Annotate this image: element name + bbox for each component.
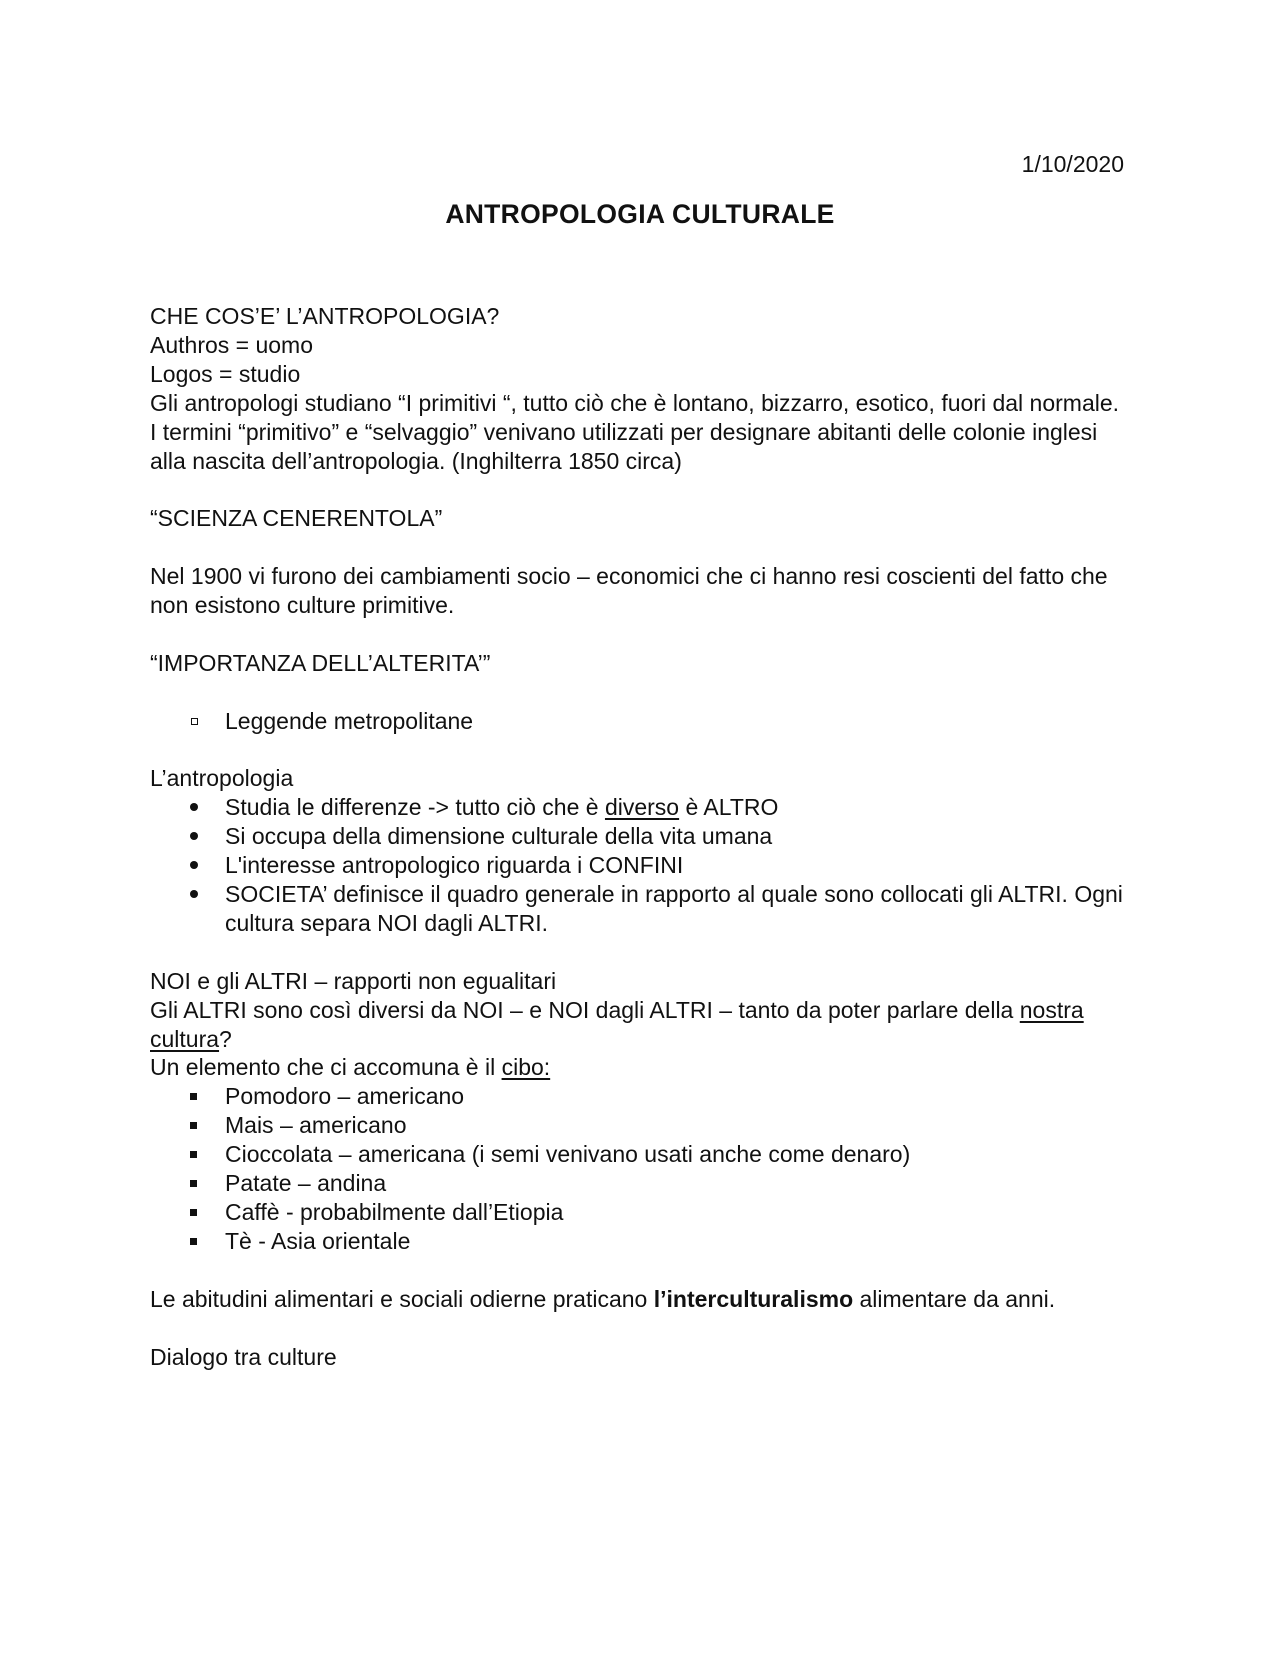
food-list [150, 1082, 1125, 1255]
intro-logos: Logos = studio [150, 360, 301, 387]
list-item-text: Tè - Asia orientale [225, 1227, 411, 1254]
list-item [150, 707, 1125, 736]
list-item [150, 1140, 1125, 1169]
list-item-text: SOCIETA’ definisce il quadro generale in rapporto al quale sono collocati gli ALTRI. Ogni cultura separa NOI dagli ALTRI. [225, 881, 1123, 936]
list-item-text: Caffè - probabilmente dall’Etiopia [225, 1199, 564, 1225]
antropologia-list [150, 793, 1125, 938]
noi-line3 [150, 1053, 1125, 1082]
square-bullet-icon [188, 1227, 208, 1256]
document-title: ANTROPOLOGIA CULTURALE [445, 199, 835, 229]
list-item-text: Si occupa della dimensione culturale della vita umana [225, 823, 773, 850]
bullet-dot-icon [188, 822, 208, 851]
bullet-dot-icon [188, 880, 208, 909]
underlined-phrase: nostra cultura [150, 996, 1084, 1052]
bold-term: l’interculturalismo [653, 1285, 854, 1312]
list-item-text-pre: Studia le differenze -> tutto ciò che è [225, 794, 605, 821]
abitudini-paragraph [150, 1285, 1125, 1314]
hollow-square-bullet-icon [188, 707, 208, 736]
noi-line3-pre: Un elemento che ci accomuna è il [150, 1054, 502, 1081]
list-item-text: Pomodoro – americano [225, 1083, 465, 1110]
list-item [150, 851, 1125, 880]
intro-question: CHE COS’E’ L’ANTROPOLOGIA? [150, 303, 500, 329]
list-item [150, 1111, 1125, 1140]
list-item [150, 822, 1125, 851]
noi-line1: NOI e gli ALTRI – rapporti non egualitari [150, 967, 557, 994]
list-item [150, 880, 1125, 938]
list-item-text: Leggende metropolitane [225, 707, 474, 734]
square-bullet-icon [188, 1111, 208, 1140]
intro-authros: Authros = uomo [150, 331, 314, 358]
importanza-list [150, 707, 1125, 736]
square-bullet-icon [188, 1198, 208, 1227]
antropologia-heading: L’antropologia [150, 765, 294, 792]
document-body [150, 302, 1125, 1371]
list-item [150, 1227, 1125, 1256]
importanza-heading: “IMPORTANZA DELL’ALTERITA’” [150, 649, 491, 676]
list-item-text: Patate – andina [225, 1170, 387, 1197]
square-bullet-icon [188, 1169, 208, 1198]
intro-primitivi: Gli antropologi studiano “I primitivi “, tutto ciò che è lontano, bizzarro, esotico, fuori dal normale. [150, 389, 1120, 416]
list-item-text: Mais – americano [225, 1112, 407, 1139]
underlined-word: cibo: [501, 1054, 551, 1081]
bullet-dot-icon [188, 851, 208, 880]
scienza-heading: “SCIENZA CENERENTOLA” [150, 505, 443, 532]
noi-line2-post: ? [219, 1025, 232, 1052]
noi-line2 [150, 996, 1125, 1054]
noi-line2-pre: Gli ALTRI sono così diversi da NOI – e NOI dagli ALTRI – tanto da poter parlare della [150, 996, 1020, 1023]
dialogo-line: Dialogo tra culture [150, 1343, 337, 1370]
bullet-dot-icon [188, 793, 208, 822]
square-bullet-icon [188, 1082, 208, 1111]
intro-termini: I termini “primitivo” e “selvaggio” venivano utilizzati per designare abitanti delle colonie inglesi alla nascita dell’antropologia. (Inghilterra 1850 circa) [150, 418, 1098, 474]
abitudini-pre: Le abitudini alimentari e sociali odierne praticano [150, 1285, 654, 1312]
list-item [150, 1082, 1125, 1111]
nel1900-paragraph: Nel 1900 vi furono dei cambiamenti socio – economici che ci hanno resi coscienti del fatto che non esistono culture primitive. [150, 563, 1108, 619]
list-item-text: Cioccolata – americana (i semi venivano usati anche come denaro) [225, 1141, 911, 1168]
underlined-word: diverso [604, 794, 680, 821]
list-item [150, 1198, 1125, 1227]
list-item-text-post: è ALTRO [679, 794, 779, 821]
list-item-text: L'interesse antropologico riguarda i CONFINI [225, 852, 684, 879]
square-bullet-icon [188, 1140, 208, 1169]
abitudini-post: alimentare da anni. [853, 1285, 1056, 1312]
list-item [150, 1169, 1125, 1198]
document-date: 1/10/2020 [1021, 151, 1124, 177]
list-item [150, 793, 1125, 822]
